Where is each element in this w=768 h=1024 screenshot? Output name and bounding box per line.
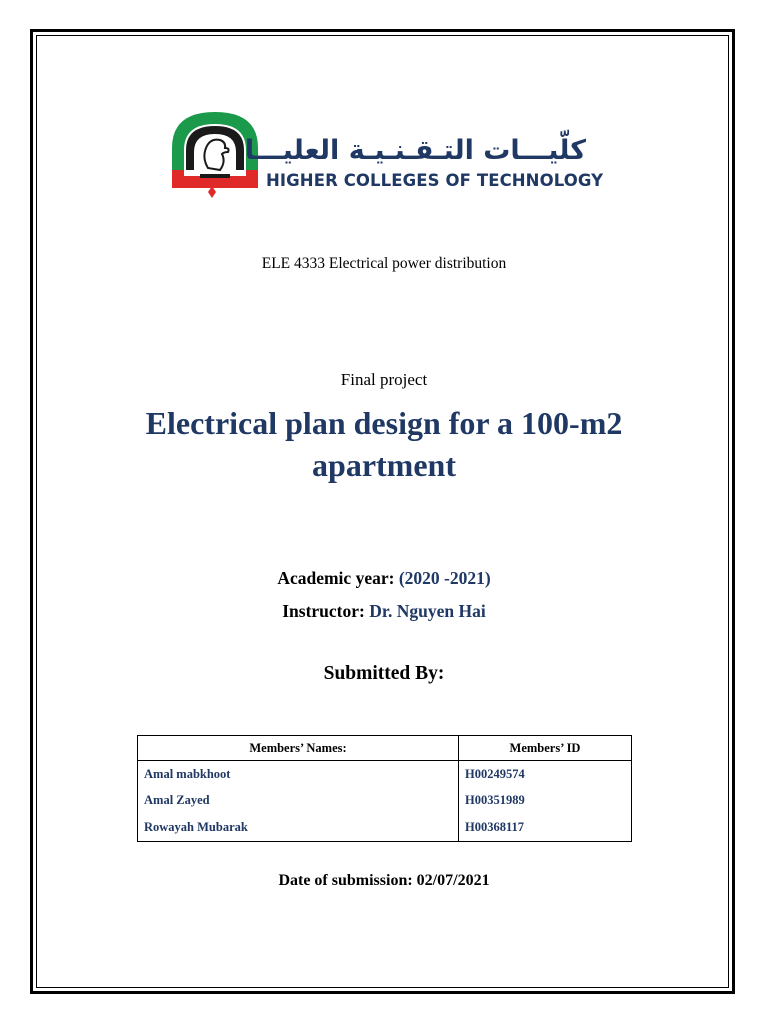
academic-year-label: Academic year: (277, 568, 395, 588)
instructor-value: Dr. Nguyen Hai (369, 601, 486, 621)
member-name: Amal mabkhoot (138, 761, 459, 788)
academic-year-value: (2020 -2021) (398, 568, 491, 588)
member-id: H00351989 (459, 787, 632, 813)
table-header-row (138, 736, 632, 761)
table-row (138, 787, 632, 813)
project-title-line2: apartment (312, 447, 456, 483)
logo-falcon (204, 140, 228, 170)
member-id: H00368117 (459, 813, 632, 842)
logo-arabic-text: كلّيـــات التـقـنـيـة العليـــا (244, 135, 586, 166)
member-name: Amal Zayed (138, 787, 459, 813)
table-row (138, 813, 632, 842)
header-names: Members’ Names: (138, 736, 459, 761)
header-ids: Members’ ID (459, 736, 632, 761)
project-title (0, 402, 768, 486)
member-name: Rowayah Mubarak (138, 813, 459, 842)
academic-year (0, 568, 768, 589)
member-id: H00249574 (459, 761, 632, 788)
logo-english-text: HIGHER COLLEGES OF TECHNOLOGY (266, 171, 604, 190)
project-title-line1: Electrical plan design for a 100-m2 (145, 405, 623, 441)
project-label: Final project (340, 370, 428, 389)
table-row (138, 761, 632, 788)
members-table (137, 735, 632, 842)
submitted-by-heading: Submitted By: (323, 663, 445, 684)
course-title: ELE 4333 Electrical power distribution (261, 255, 507, 272)
date-of-submission: Date of submission: 02/07/2021 (278, 872, 490, 889)
logo-black-arch (186, 126, 244, 170)
instructor (0, 601, 768, 622)
instructor-label: Instructor: (282, 601, 365, 621)
